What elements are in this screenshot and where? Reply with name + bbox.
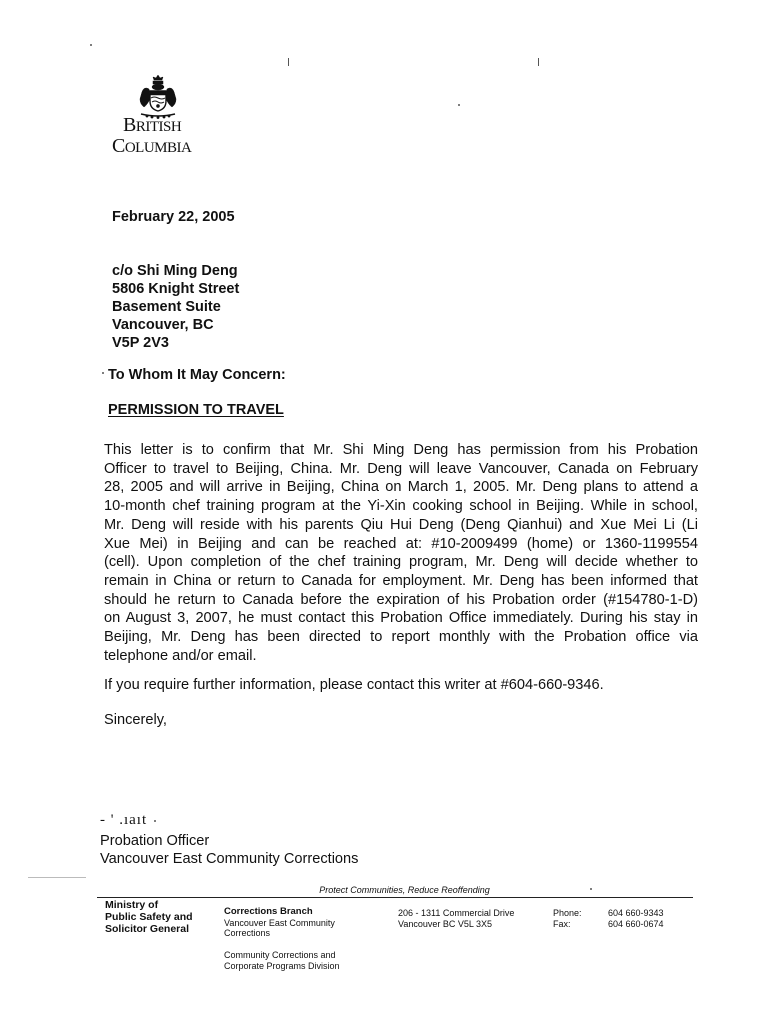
branch-title: Corrections Branch — [224, 906, 313, 917]
footer-contact-labels — [553, 908, 582, 929]
scan-speck — [458, 104, 460, 106]
subject-heading: PERMISSION TO TRAVEL — [108, 402, 284, 418]
signature-role: Probation Officer — [100, 833, 210, 849]
body-line: Xue Mei) in Beijing and can be reached at: #10-2009499 (home) or 1360-1199554 — [104, 535, 698, 552]
letter-date: February 22, 2005 — [112, 209, 235, 225]
branch-line: Corrections — [224, 928, 271, 938]
division-line: Community Corrections and — [224, 950, 336, 960]
body-line: should he return to Canada before the expiration of his Probation order (#154780-1-D) — [104, 591, 698, 608]
wordmark-british: BRITISH — [123, 114, 182, 136]
body-line: 28, 2005 and will arrive in Beijing, China on March 1, 2005. Mr. Deng plans to attend a — [104, 479, 698, 496]
body-line: Mr. Deng will reside with his parents Qiu Hui Deng (Deng Qianhui) and Xue Mei Li (Li — [104, 516, 698, 533]
address-line: Vancouver, BC — [112, 317, 214, 333]
closing: Sincerely, — [104, 712, 167, 728]
body-line: Officer to travel to Beijing, China. Mr. Deng will leave Vancouver, Canada on February — [104, 460, 698, 477]
body-line: Beijing, Mr. Deng has been directed to report monthly with the Probation office via — [104, 629, 698, 646]
scan-speck — [288, 58, 289, 66]
bc-wordmark — [112, 116, 191, 158]
address-line: 206 - 1311 Commercial Drive — [398, 908, 515, 918]
fax-label: Fax: — [553, 918, 571, 929]
wordmark-columbia: COLUMBIA — [112, 135, 192, 157]
body-line: telephone and/or email. — [104, 647, 257, 664]
further-info-line: If you require further information, please contact this writer at #604-660-9346. — [104, 677, 604, 693]
body-line: remain in China or return to Canada for employment. Mr. Deng has been informed that — [104, 572, 698, 589]
footer-branch — [224, 907, 335, 939]
scan-artifact-line — [28, 877, 86, 878]
footer-contact-numbers — [608, 908, 664, 929]
body-line: on August 3, 2007, he must contact this Probation Office immediately. During his stay in — [104, 610, 698, 627]
address-line: c/o Shi Ming Deng — [112, 263, 238, 279]
division-line: Corporate Programs Division — [224, 960, 340, 971]
branch-line: Vancouver East Community — [224, 917, 335, 928]
scan-speck — [590, 888, 592, 890]
bc-coat-of-arms-icon — [138, 74, 178, 120]
address-line: V5P 2V3 — [112, 335, 169, 351]
ministry-line: Solicitor General — [105, 923, 190, 935]
phone-label: Phone: — [553, 908, 582, 918]
footer-address — [398, 908, 514, 929]
body-line: (cell). Upon completion of the chef training program, Mr. Deng will decide whether to — [104, 554, 698, 571]
footer-tagline: Protect Communities, Reduce Reoffending — [319, 885, 490, 895]
address-line: Basement Suite — [112, 299, 221, 315]
footer-ministry — [105, 899, 193, 935]
phone-number: 604 660-9343 — [608, 908, 664, 918]
footer-divider — [97, 897, 693, 898]
body-line: This letter is to confirm that Mr. Shi Ming Deng has permission from his Probation — [104, 442, 698, 458]
footer-division — [224, 950, 340, 971]
letter-body — [104, 441, 698, 665]
scan-speck — [102, 372, 104, 374]
recipient-address — [112, 262, 239, 352]
scan-speck — [154, 820, 156, 822]
address-line: 5806 Knight Street — [112, 281, 240, 297]
body-line: 10-month chef training program at the Yi-Xin cooking school in Beijing. While in school, — [104, 498, 698, 515]
ministry-line: Public Safety and — [105, 911, 193, 923]
fax-number: 604 660-0674 — [608, 918, 664, 929]
address-line: Vancouver BC V5L 3X5 — [398, 918, 493, 929]
scan-speck — [538, 58, 539, 66]
signature-unit: Vancouver East Community Corrections — [100, 851, 359, 867]
ministry-line: Ministry of — [105, 899, 159, 911]
salutation: To Whom It May Concern: — [108, 367, 286, 383]
scan-speck — [90, 44, 92, 46]
signature-name-fragment: - ' .ıaıt — [100, 812, 148, 828]
